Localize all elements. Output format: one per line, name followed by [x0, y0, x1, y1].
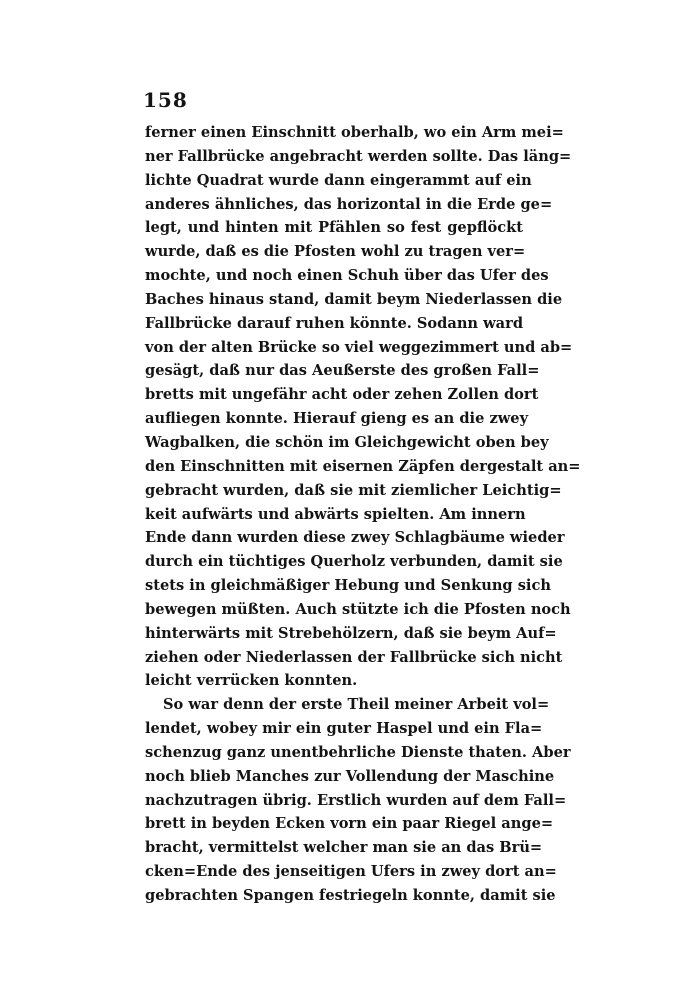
text-line: noch blieb Manches zur Vollendung der Maschine — [145, 767, 555, 785]
text-line: mochte, und noch einen Schuh über das Ufer des — [145, 267, 549, 285]
text-line: gesägt, daß nur das Aeußerste des großen Fall= — [145, 362, 540, 380]
text-line: bretts mit ungefähr acht oder zehen Zollen dort — [145, 386, 539, 404]
text-line: durch ein tüchtiges Querholz verbunden, damit sie — [145, 553, 563, 571]
text-line-paragraph-start: So war denn der erste Theil meiner Arbeit vol= — [163, 696, 550, 714]
text-line: stets in gleichmäßiger Hebung und Senkung sich — [145, 577, 551, 595]
page-number: 158 — [143, 88, 188, 112]
text-line: lichte Quadrat wurde dann eingerammt auf ein — [145, 171, 532, 189]
text-line: Baches hinaus stand, damit beym Niederlassen die — [145, 290, 563, 308]
text-line: keit aufwärts und abwärts spielten. Am innern — [145, 505, 526, 523]
text-line: bracht, vermittelst welcher man sie an das Brü= — [145, 839, 543, 857]
text-line: Ende dann wurden diese zwey Schlagbäume wieder — [145, 529, 565, 547]
text-line: Wagbalken, die schön im Gleichgewicht oben bey — [145, 433, 549, 451]
text-line: ner Fallbrücke angebracht werden sollte. Das läng= — [145, 147, 572, 165]
text-line: bewegen müßten. Auch stützte ich die Pfosten noch — [145, 600, 571, 618]
text-line: gebrachten Spangen festriegeln konnte, damit sie — [145, 887, 556, 904]
text-line: ferner einen Einschnitt oberhalb, wo ein Arm mei= — [145, 124, 564, 141]
text-line: legt, und hinten mit Pfählen so fest gepflöckt — [145, 219, 523, 237]
text-line-paragraph-end: leicht verrücken konnten. — [145, 672, 358, 690]
body-text — [145, 121, 581, 908]
text-line: Fallbrücke darauf ruhen könnte. Sodann ward — [145, 314, 524, 332]
text-line: hinterwärts mit Strebehölzern, daß sie beym Auf= — [145, 624, 557, 642]
text-line: den Einschnitten mit eisernen Zäpfen dergestalt an= — [145, 457, 581, 475]
text-line: brett in beyden Ecken vorn ein paar Riegel ange= — [145, 815, 554, 833]
text-line: ziehen oder Niederlassen der Fallbrücke sich nicht — [145, 648, 563, 666]
text-line: gebracht wurden, daß sie mit ziemlicher Leichtig= — [145, 481, 562, 499]
text-line: lendet, wobey mir ein guter Haspel und ein Fla= — [145, 720, 543, 738]
text-line: aufliegen konnte. Hierauf gieng es an die zwey — [145, 410, 529, 428]
text-line: von der alten Brücke so viel weggezimmert und ab= — [145, 338, 573, 356]
text-line: anderes ähnliches, das horizontal in die Erde ge= — [145, 195, 553, 213]
text-line: wurde, daß es die Pfosten wohl zu tragen ver= — [145, 243, 526, 261]
text-line: schenzug ganz unentbehrliche Dienste thaten. Aber — [145, 743, 571, 761]
text-line: cken=Ende des jenseitigen Ufers in zwey dort an= — [145, 863, 557, 881]
text-line: nachzutragen übrig. Erstlich wurden auf dem Fall= — [145, 791, 567, 809]
